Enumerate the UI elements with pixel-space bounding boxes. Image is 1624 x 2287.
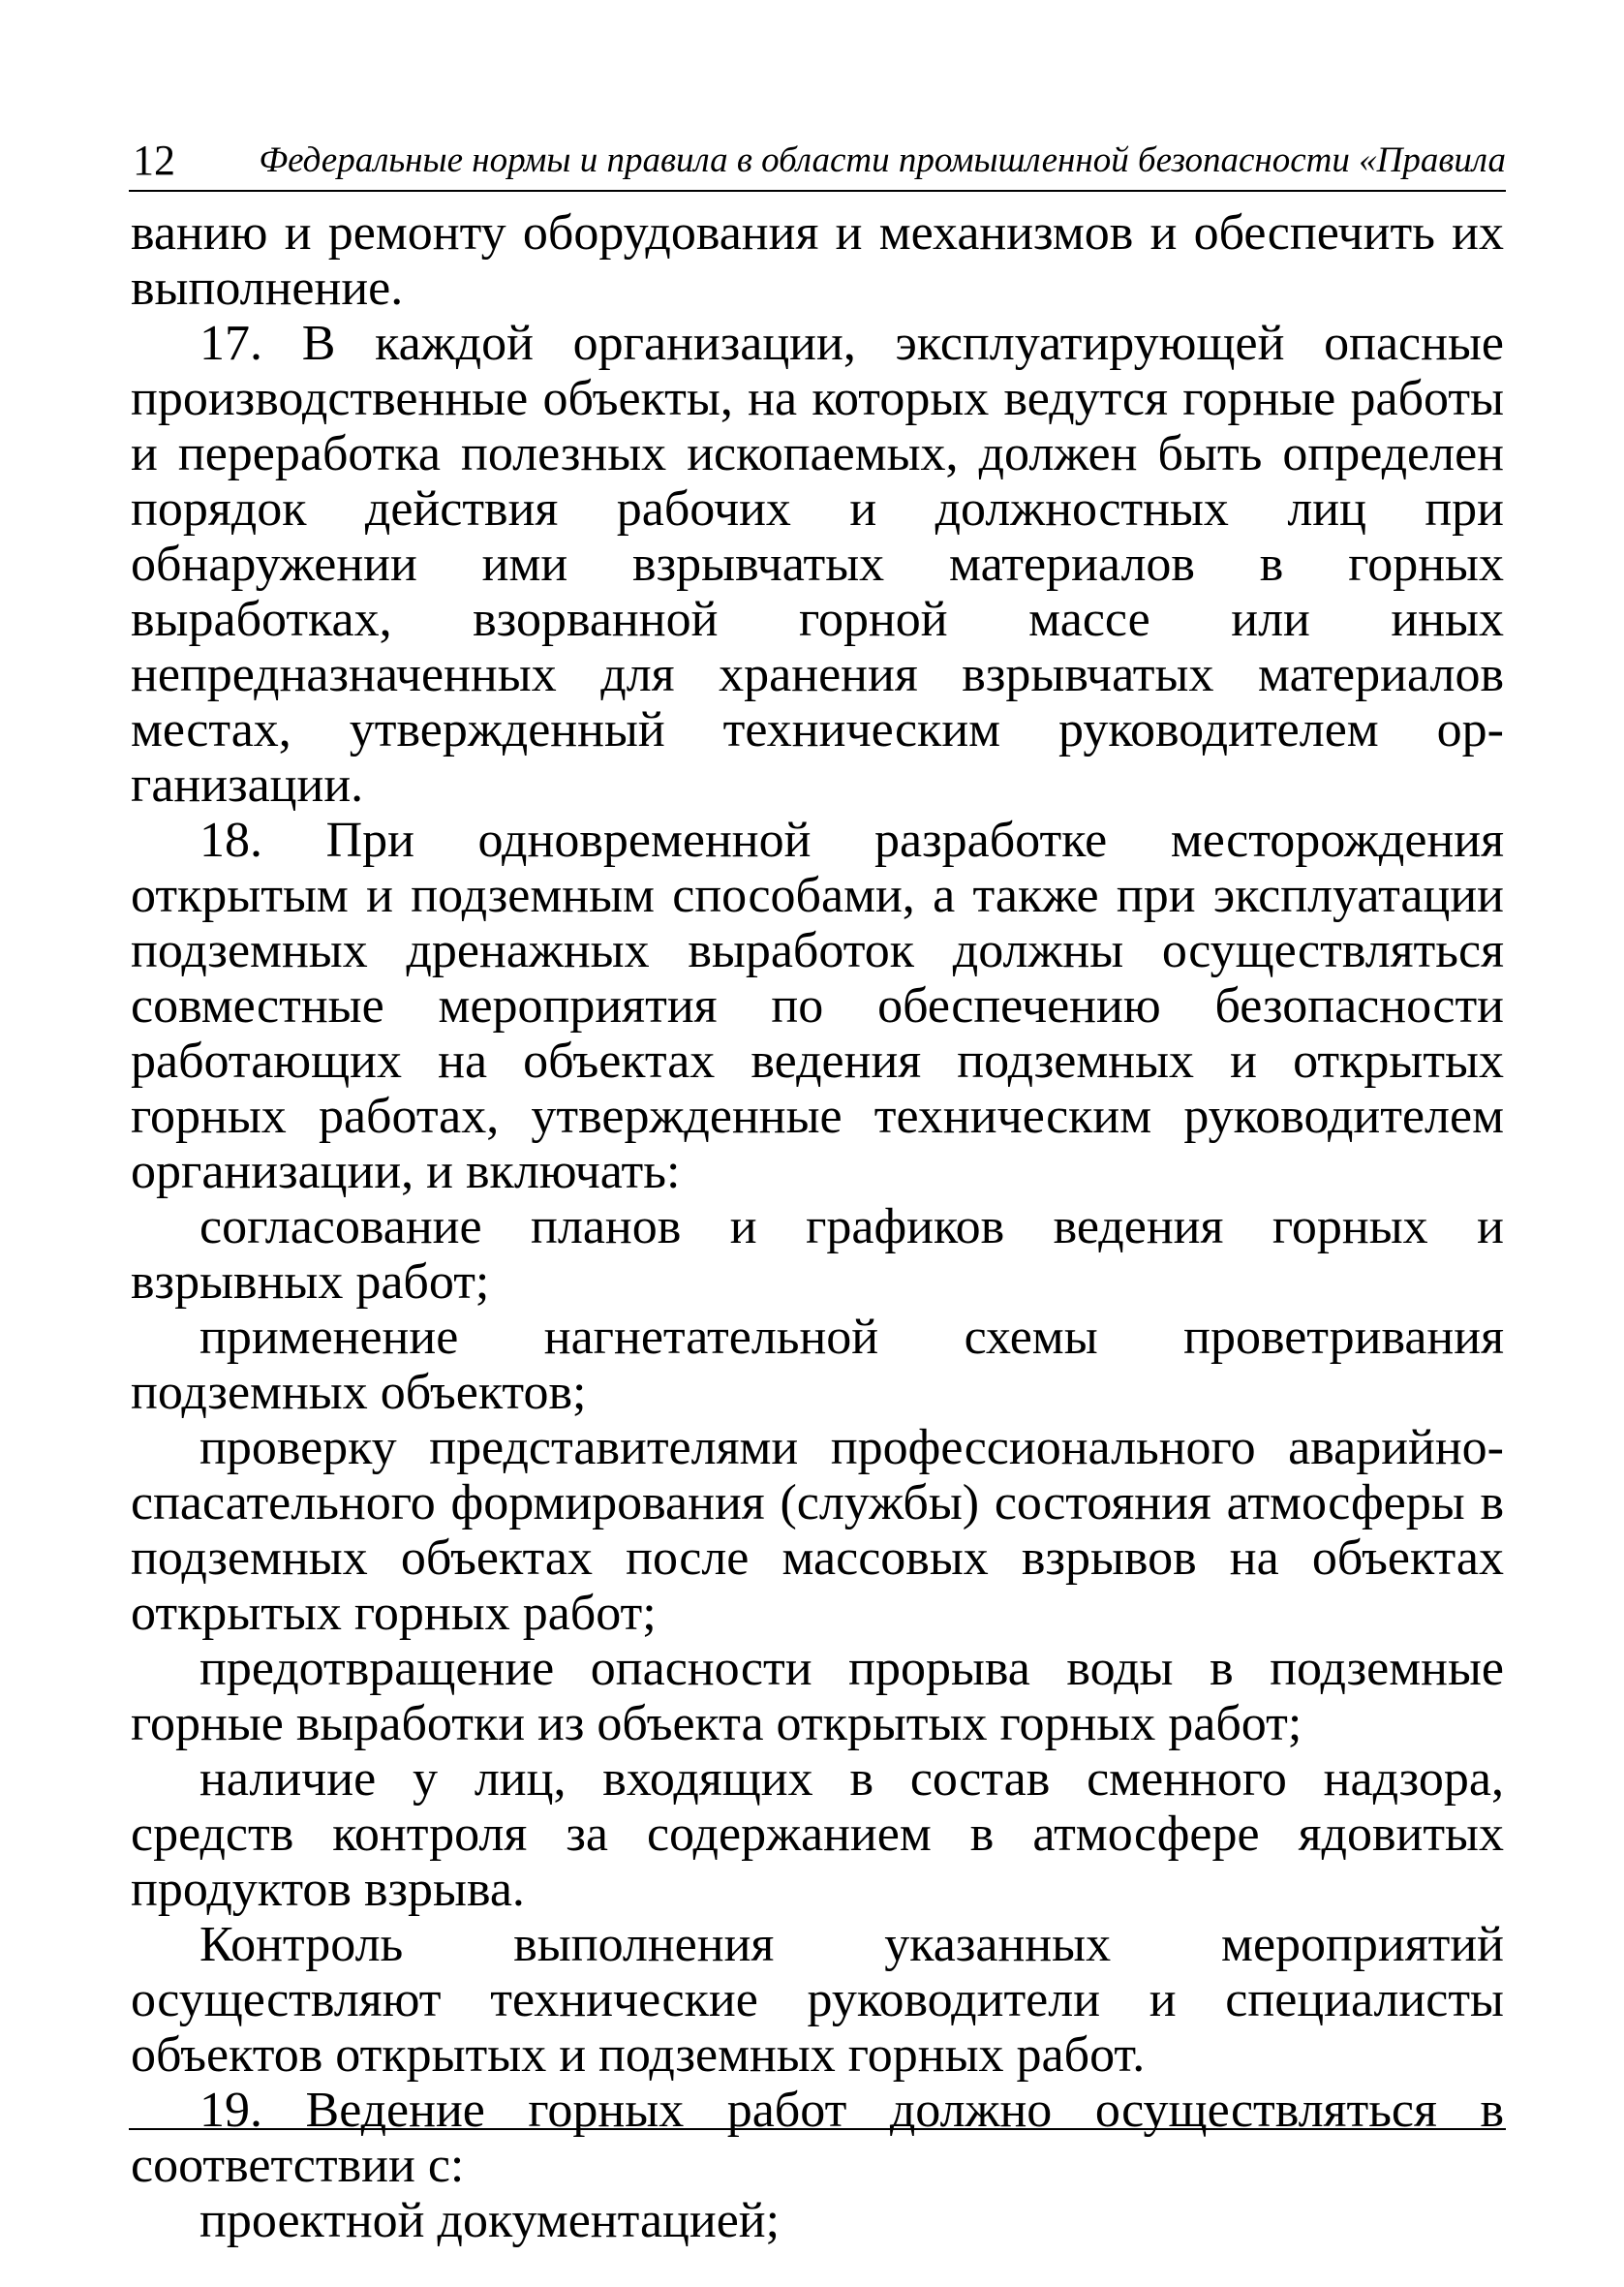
list-item-gas-control-means: наличие у лиц, входящих в состав сменного надзора, средств контроля за содержанием в атмосфере ядовитых продуктов взрыва. <box>131 1751 1504 1917</box>
list-item-atmosphere-check: проверку представителями профессионального аварийно-спасательного формирования (службы) состояния атмосферы в подземных объектах после массовых взрывов на объектах открытых горных работ; <box>131 1420 1504 1641</box>
list-item-water-breakthrough: предотвращение опасности прорыва воды в подземные горные выработки из объекта открытых горных работ; <box>131 1641 1504 1751</box>
running-title: Федеральные нормы и правила в области промышленной безопасности «Правила <box>259 140 1506 180</box>
list-item-plans-schedules: согласование планов и графиков ведения горных и взрывных работ; <box>131 1199 1504 1310</box>
body-text <box>131 205 1504 2248</box>
paragraph-item-17: 17. В каждой организации, эксплуатирующей опасные производственные объекты, на которых ведутся горные работы и переработка полезных ископаемых, должен быть определен порядок действия рабочих и должностных лиц при обнаружении ими взрывчатых материалов в горных выработках, взорванной горной массе или иных непредназначенных для хранения взрывчатых материалов местах, утвержденный техническим руководителем организации. <box>131 316 1504 813</box>
paragraph-control: Контроль выполнения указанных мероприятий осуществляют технические руководители и специалисты объектов открытых и подземных горных работ. <box>131 1917 1504 2083</box>
paragraph-item-19: 19. Ведение горных работ должно осуществляться в соответствии с: <box>131 2083 1504 2193</box>
paragraph-continuation: ванию и ремонту оборудования и механизмов и обеспечить их выполнение. <box>131 205 1504 316</box>
running-header <box>129 134 1506 192</box>
list-item-project-docs: проектной документацией; <box>199 2193 781 2248</box>
page-number: 12 <box>133 137 175 184</box>
list-item-ventilation-scheme: применение нагнетательной схемы проветривания подземных объектов; <box>131 1310 1504 1420</box>
paragraph-item-18: 18. При одновременной разработке месторождения открытым и подземным способами, а также при эксплуатации подземных дренажных выработок должны осуществляться совместные мероприятия по обеспечению безопасности работающих на объектах ведения подземных и открытых горных работах, утвержденные техническим руководителем организации, и включать: <box>131 813 1504 1199</box>
bottom-rule <box>129 2128 1506 2130</box>
